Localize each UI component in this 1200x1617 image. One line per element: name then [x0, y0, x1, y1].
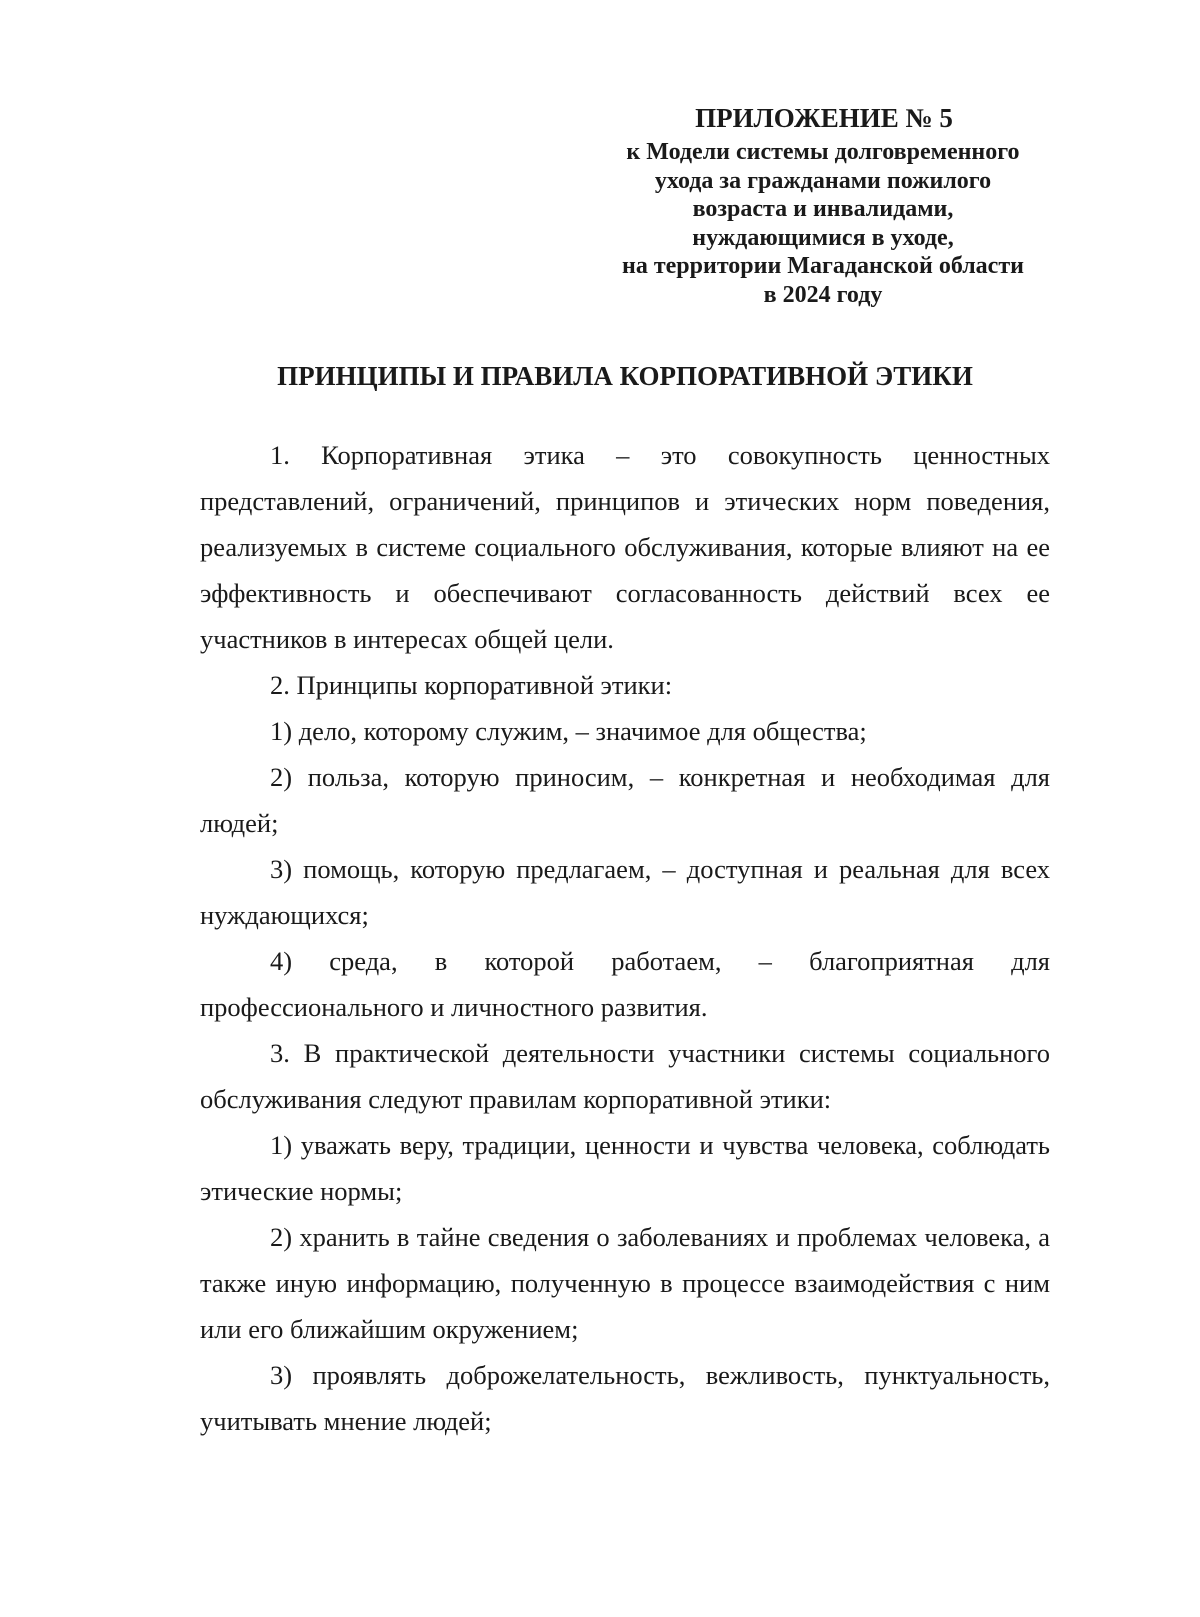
list-item-principle-3: 3) помощь, которую предлагаем, – доступная и реальная для всех нуждающихся;	[200, 854, 1050, 930]
list-item-principle-1: 1) дело, которому служим, – значимое для общества;	[270, 716, 867, 746]
list-item-rule-2: 2) хранить в тайне сведения о заболеваниях и проблемах человека, а также иную информацию, полученную в процессе взаимодействия с ним или его ближайшим окружением;	[200, 1222, 1050, 1344]
list-item-rule-3: 3) проявлять доброжелательность, вежливость, пунктуальность, учитывать мнение людей;	[200, 1360, 1050, 1436]
document-body	[200, 432, 1050, 1444]
appendix-line: возраста и инвалидами,	[692, 196, 954, 222]
appendix-line: к Модели системы долговременного	[626, 139, 1020, 165]
paragraph-principles-heading: 2. Принципы корпоративной этики:	[270, 670, 673, 700]
paragraph-rules-heading: 3. В практической деятельности участники системы социального обслуживания следуют правилам корпоративной этики:	[200, 1038, 1050, 1114]
appendix-line: ухода за гражданами пожилого	[654, 167, 992, 194]
list-item-principle-4: 4) среда, в которой работаем, – благоприятная для профессионального и личностного развития.	[200, 946, 1050, 1022]
appendix-header	[598, 100, 1048, 309]
paragraph-definition: 1. Корпоративная этика – это совокупность ценностных представлений, ограничений, принципов и этических норм поведения, реализуемых в системе социального обслуживания, которые влияют на ее эффективность и обеспечивают согласованность действий всех ее участников в интересах общей цели.	[200, 440, 1050, 654]
appendix-line: нуждающимися в уходе,	[692, 224, 954, 251]
appendix-title: ПРИЛОЖЕНИЕ № 5	[695, 103, 953, 133]
document-title: ПРИНЦИПЫ И ПРАВИЛА КОРПОРАТИВНОЙ ЭТИКИ	[277, 361, 973, 391]
appendix-line: в 2024 году	[763, 281, 883, 308]
list-item-rule-1: 1) уважать веру, традиции, ценности и чувства человека, соблюдать этические нормы;	[200, 1130, 1050, 1206]
list-item-principle-2: 2) польза, которую приносим, – конкретная и необходимая для людей;	[200, 762, 1050, 838]
appendix-line: на территории Магаданской области	[622, 253, 1024, 279]
